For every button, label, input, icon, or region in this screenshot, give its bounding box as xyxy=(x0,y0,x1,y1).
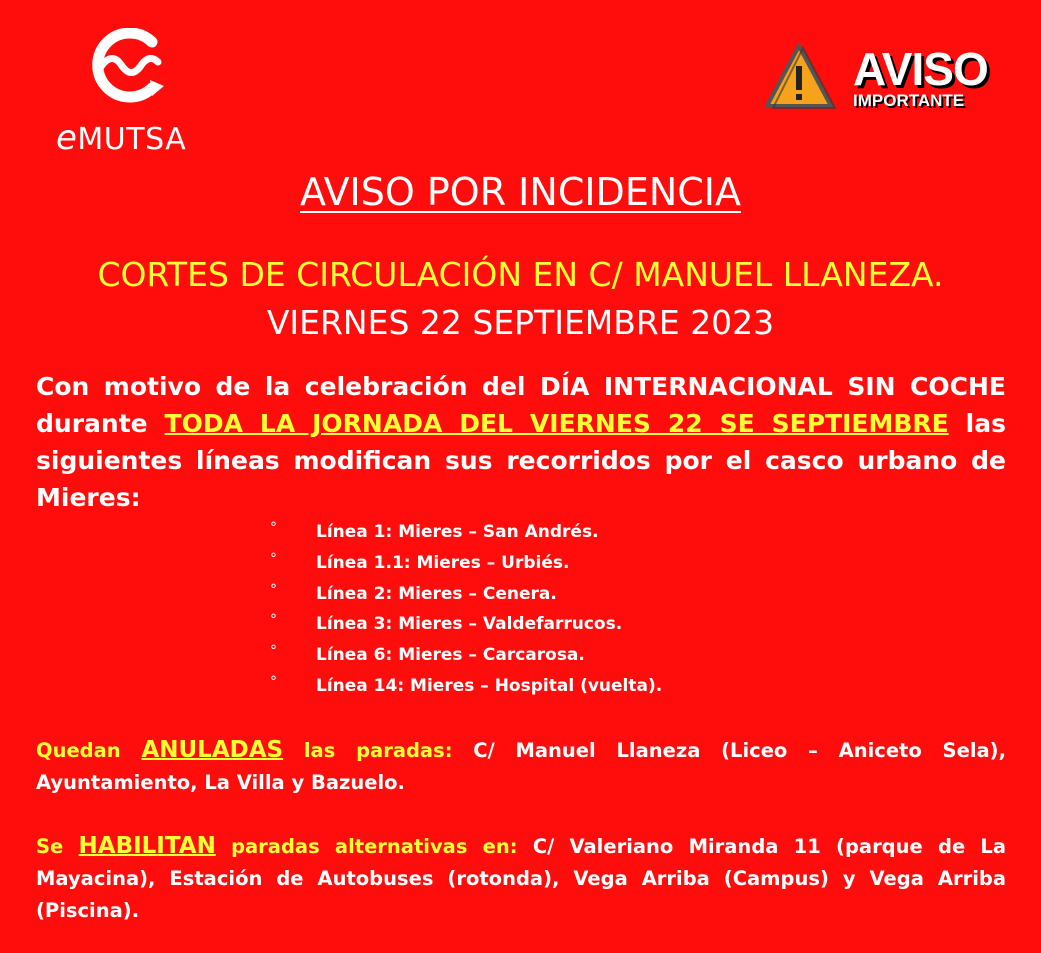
page-title: AVISO POR INCIDENCIA xyxy=(300,170,741,214)
warning-triangle-icon xyxy=(765,42,837,112)
line-label: Línea 1.1: Mieres – Urbiés. xyxy=(316,552,570,573)
bullet-icon: ° xyxy=(270,673,277,690)
bullet-icon: ° xyxy=(270,581,277,598)
line-label: Línea 1: Mieres – San Andrés. xyxy=(316,522,599,542)
emutsa-logo xyxy=(52,28,202,158)
bullet-icon: ° xyxy=(270,550,277,567)
habilitan-text: C/ Valeriano Miranda 11 (parque de La Mayacina), Estación de Autobuses (rotonda), Vega Arriba (Campus) y Vega Arriba (Piscina). xyxy=(36,835,1006,922)
anuladas-lead: Quedan xyxy=(36,739,142,762)
habilitan-keyword: HABILITAN xyxy=(78,833,216,859)
list-item xyxy=(270,551,662,582)
bullet-icon: ° xyxy=(270,612,277,629)
anuladas-paragraph xyxy=(36,734,1006,799)
subtitle-line-2: VIERNES 22 SEPTIEMBRE 2023 xyxy=(266,303,775,342)
badge-title: AVISO xyxy=(853,43,988,95)
list-item xyxy=(270,582,662,613)
intro-highlight: TODA LA JORNADA DEL VIERNES 22 SE SEPTIEMBRE xyxy=(164,409,949,438)
list-item xyxy=(270,520,662,551)
badge-subtitle: IMPORTANTE xyxy=(853,91,965,110)
intro-after: las siguientes líneas modifican sus recorridos por el casco urbano de Mieres: xyxy=(36,409,1006,512)
habilitan-lead: Se xyxy=(36,835,79,858)
logo-initial: e xyxy=(56,118,78,158)
logo-name: MUTSA xyxy=(77,122,187,157)
line-label: Línea 2: Mieres – Cenera. xyxy=(316,583,557,604)
line-label: Línea 14: Mieres – Hospital (vuelta). xyxy=(316,675,663,696)
intro-paragraph xyxy=(36,368,1006,516)
bullet-icon: ° xyxy=(270,520,277,536)
subtitle-line-1: CORTES DE CIRCULACIÓN EN C/ MANUEL LLANEZA. xyxy=(97,255,944,294)
list-item xyxy=(270,612,662,643)
intro-before: Con motivo de la celebración del DÍA INTERNACIONAL SIN COCHE durante xyxy=(36,372,1006,438)
list-item xyxy=(270,643,662,674)
emutsa-logo-icon xyxy=(88,28,168,103)
line-label: Línea 6: Mieres – Carcarosa. xyxy=(316,645,585,666)
affected-lines-list xyxy=(270,520,662,705)
line-label: Línea 3: Mieres – Valdefarrucos. xyxy=(316,614,623,635)
bullet-icon: ° xyxy=(270,643,277,660)
logo-wordmark xyxy=(56,118,186,158)
habilitan-mid: paradas alternativas en: xyxy=(215,835,518,858)
anuladas-keyword: ANULADAS xyxy=(141,737,284,763)
list-item xyxy=(270,674,662,705)
aviso-importante-badge xyxy=(765,42,995,122)
anuladas-text: C/ Manuel Llaneza (Liceo – Aniceto Sela), Ayuntamiento, La Villa y Bazuelo. xyxy=(36,739,1006,794)
habilitan-paragraph xyxy=(36,830,1006,927)
anuladas-mid: las paradas: xyxy=(283,739,453,762)
